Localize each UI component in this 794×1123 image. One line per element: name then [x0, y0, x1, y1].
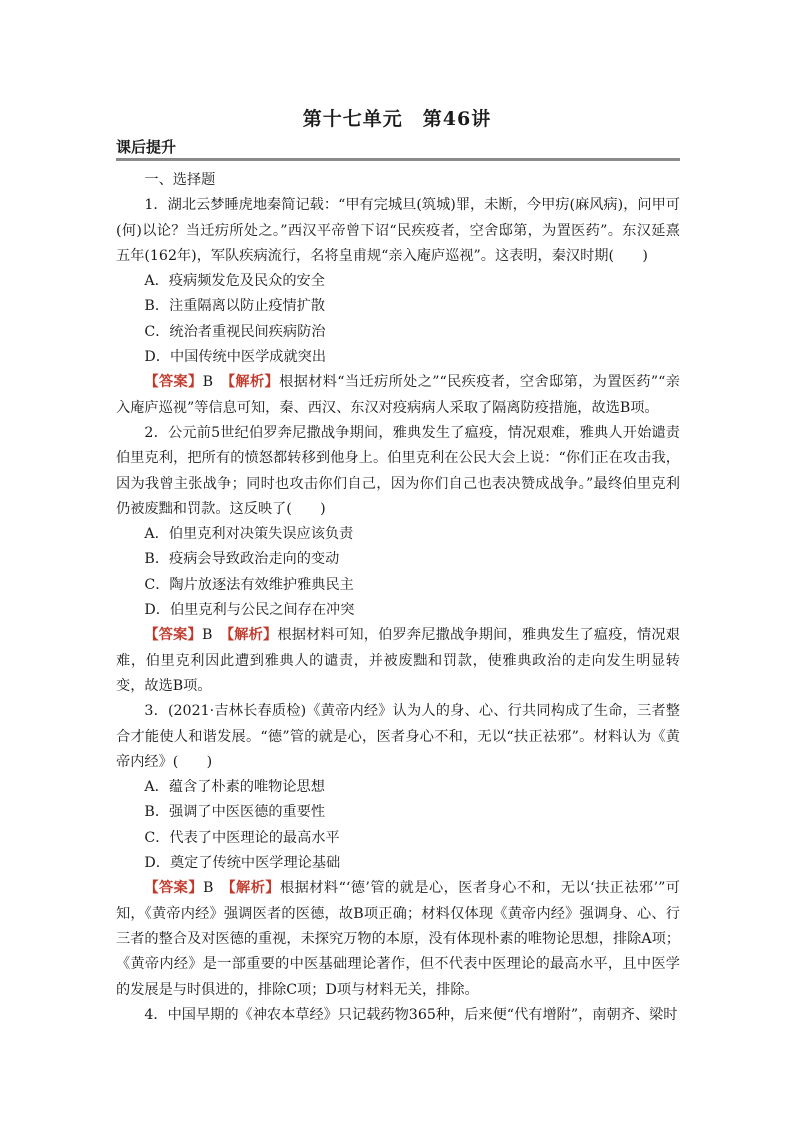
question-stem: 3．(2021·吉林长春质检)《黄帝内经》认为人的身、心、行共同构成了生命，三者整合才能使人和谐发展。“德”管的就是心，医者身心不和，无以“扶正祛邪”。材料认为《黄帝内经》( )	[116, 703, 680, 770]
answer-analysis	[116, 370, 680, 421]
divider	[116, 158, 680, 161]
option-c: C．陶片放逐法有效维护雅典民主	[144, 576, 354, 593]
analysis-tag: 【解析】	[226, 627, 278, 644]
option-d: D．伯里克利与公民之间存在冲突	[144, 602, 355, 619]
content	[116, 168, 680, 1028]
part-heading: 一、选择题	[144, 172, 216, 188]
question-4	[116, 1003, 680, 1028]
question-2	[116, 421, 680, 699]
option-c: C．代表了中医理论的最高水平	[144, 829, 340, 846]
answer-tag: 【答案】	[144, 880, 203, 897]
answer-tag: 【答案】	[144, 627, 202, 644]
analysis-text: 根据材料可知，伯罗奔尼撒战争期间，雅典发生了瘟疫，情况艰难，伯里克利因此遭到雅典人的谴责，并被废黜和罚款，使雅典政治的走向发生明显转变，故选B项。	[116, 627, 680, 694]
option-b: B．强调了中医医德的重要性	[144, 804, 326, 821]
section-heading: 课后提升	[116, 138, 177, 156]
option-d: D．奠定了传统中医学理论基础	[144, 855, 341, 872]
question-3	[116, 699, 680, 1003]
option-a: A．伯里克利对决策失误应该负责	[144, 526, 354, 543]
option-a: A．蕴含了朴素的唯物论思想	[144, 779, 325, 796]
question-stem: 1．湖北云梦睡虎地秦简记载：“甲有完城旦(筑城)罪，未断，今甲疠(麻风病)，问甲可(何)以论？当迁疠所处之。”西汉平帝曾下诏“民疾疫者，空舍邸第，为置医药”。东汉延熹五年(162年)，军队疾病流行，名将皇甫规“亲入庵庐巡视”。这表明，秦汉时期( )	[116, 197, 680, 264]
analysis-tag: 【解析】	[227, 374, 280, 391]
question-1	[116, 193, 680, 421]
option-b: B．疫病会导致政治走向的变动	[144, 551, 340, 568]
question-stem: 4．中国早期的《神农本草经》只记载药物365种，后来便“代有增附”，南朝齐、梁时	[144, 1006, 678, 1023]
option-a: A．疫病频发危及民众的安全	[144, 273, 325, 290]
answer-value: B	[202, 374, 214, 391]
question-stem: 2．公元前5世纪伯罗奔尼撒战争期间，雅典发生了瘟疫，情况艰难，雅典人开始谴责伯里克利，把所有的愤怒都转移到他身上。伯里克利在公民大会上说：“你们正在攻击我，因为我曾主张战争；同时也攻击你们自己，因为你们自己也表决赞成战争。”最终伯里克利仍被废黜和罚款。这反映了( )	[116, 424, 680, 517]
answer-value: B	[201, 627, 213, 644]
analysis-tag: 【解析】	[228, 880, 280, 897]
answer-value: B	[202, 880, 214, 897]
option-c: C．统治者重视民间疾病防治	[144, 323, 326, 340]
page-title: 第十七单元 第46讲	[302, 108, 492, 130]
answer-tag: 【答案】	[144, 374, 203, 391]
analysis-text: 根据材料“当迁疠所处之”“民疾疫者，空舍邸第，为置医药”“亲入庵庐巡视”等信息可知，秦、西汉、东汉对疫病病人采取了隔离防疫措施，故选B项。	[116, 374, 680, 416]
option-d: D．中国传统中医学成就突出	[144, 349, 327, 366]
analysis-text: 根据材料“‘德’管的就是心，医者身心不和，无以‘扶正祛邪’”可知，《黄帝内经》强调医者的医德，故B项正确；材料仅体现《黄帝内经》强调身、心、行三者的整合及对医德的重视，未探究万物的本原，没有体现朴素的唯物论思想，排除A项；《黄帝内经》是一部重要的中医基础理论著作，但不代表中医理论的最高水平，且中医学的发展是与时俱进的，排除C项；D项与材料无关，排除。	[116, 880, 680, 998]
answer-analysis	[116, 876, 680, 1002]
option-b: B．注重隔离以防止疫情扩散	[144, 298, 326, 315]
answer-analysis	[116, 623, 680, 699]
